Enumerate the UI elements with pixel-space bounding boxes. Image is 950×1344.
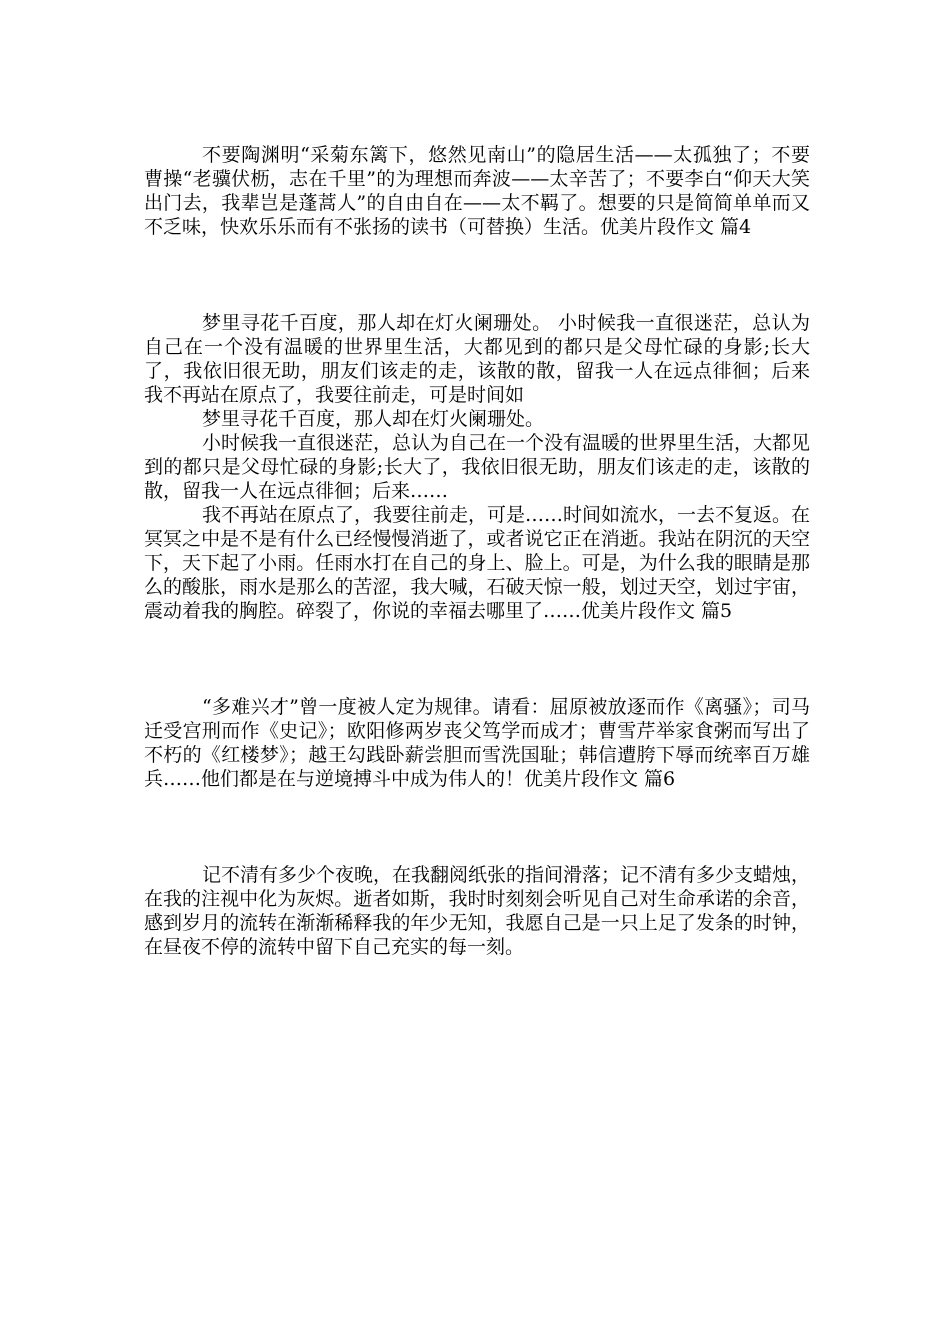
paragraph-gap xyxy=(144,791,810,863)
paragraph-7: 记不清有多少个夜晚，在我翻阅纸张的指间滑落；记不清有多少支蜡烛，在我的注视中化为灰烬。逝者如斯，我时时刻刻会听见自己对生命承诺的余音，感到岁月的流转在渐渐稀释我的年少无知，我愿自己是一只上足了发条的时钟，在昼夜不停的流转中留下自己充实的每一刻。 xyxy=(144,864,811,958)
document-page xyxy=(144,143,810,959)
paragraph-gap xyxy=(144,239,810,311)
paragraph-5: 我不再站在原点了，我要往前走，可是……时间如流水，一去不复返。在冥冥之中是不是有什么已经慢慢消逝了，或者说它正在消逝。我站在阴沉的天空下，天下起了小雨。任雨水打在自己的身上、脸上。可是，为什么我的眼睛是那么的酸胀，雨水是那么的苦涩，我大喊，石破天惊一般，划过天空，划过宇宙，震动着我的胸腔。碎裂了，你说的幸福去哪里了……优美片段作文 篇5 xyxy=(144,504,811,622)
paragraph-1: 不要陶渊明“采菊东篱下，悠然见南山”的隐居生活——太孤独了；不要曹操“老骥伏枥，志在千里”的为理想而奔波——太辛苦了；不要李白“仰天大笑出门去，我辈岂是蓬蒿人”的自由自在——太不羁了。想要的只是简简单单而又不乏味，快欢乐乐而有不张扬的读书（可替换）生活。优美片段作文 篇4 xyxy=(144,144,810,238)
paragraph-4: 小时候我一直很迷茫，总认为自己在一个没有温暖的世界里生活，大都见到的都只是父母忙碌的身影;长大了，我依旧很无助，朋友们该走的走，该散的散，留我一人在远点徘徊；后来…… xyxy=(144,432,811,502)
paragraph-3: 梦里寻花千百度，那人却在灯火阑珊处。 xyxy=(202,408,545,430)
paragraph-2: 梦里寻花千百度，那人却在灯火阑珊处。 小时候我一直很迷茫，总认为自己在一个没有温暖的世界里生活，大都见到的都只是父母忙碌的身影;长大了，我依旧很无助，朋友们该走的走，该散的散，留我一人在远点徘徊；后来 我不再站在原点了，我要往前走，可是时间如 xyxy=(144,312,810,406)
paragraph-gap xyxy=(144,623,810,695)
paragraph-6: “多难兴才”曾一度被人定为规律。请看：屈原被放逐而作《离骚》；司马迁受宫刑而作《史记》；欧阳修两岁丧父笃学而成才；曹雪芹举家食粥而写出了不朽的《红楼梦》；越王勾践卧薪尝胆而雪洗国耻；韩信遭胯下辱而统率百万雄兵……他们都是在与逆境搏斗中成为伟人的！优美片段作文 篇6 xyxy=(144,696,810,790)
